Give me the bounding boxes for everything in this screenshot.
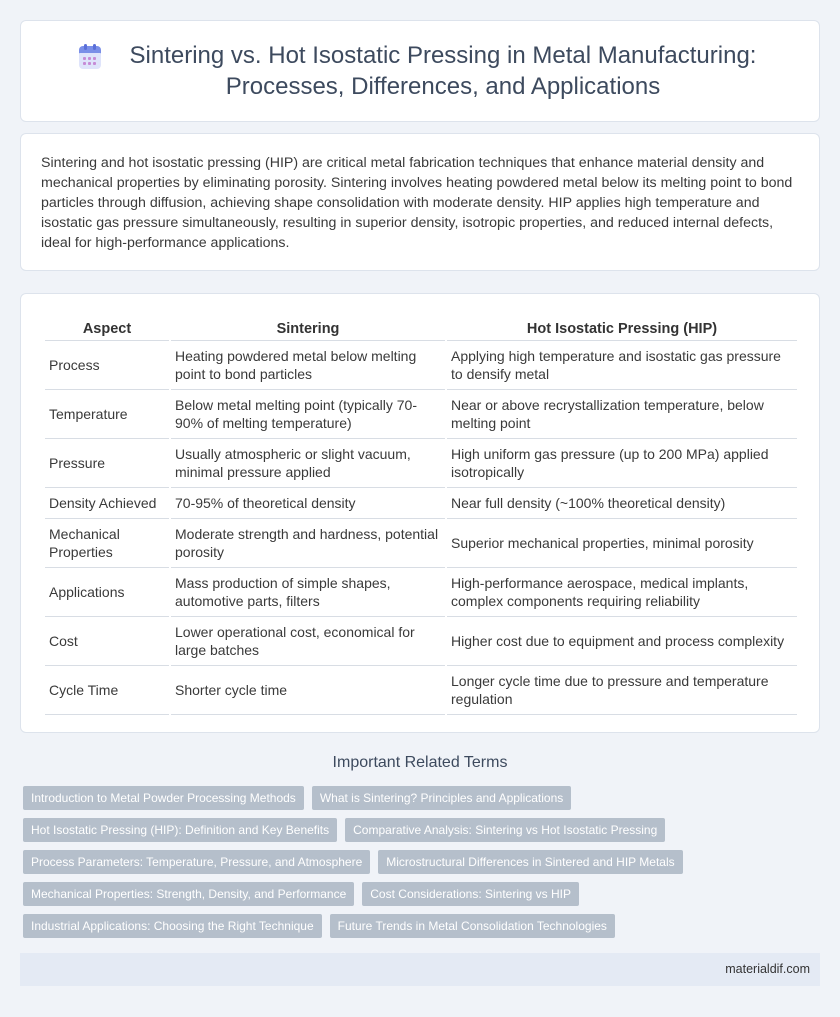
title-card <box>20 20 820 122</box>
table-row <box>45 568 797 617</box>
site-name[interactable]: materialdif.com <box>725 962 810 976</box>
table-row <box>45 439 797 488</box>
cell-sintering: Mass production of simple shapes, automotive parts, filters <box>171 568 445 617</box>
cell-aspect: Mechanical Properties <box>45 519 169 568</box>
related-term-link[interactable]: Hot Isostatic Pressing (HIP): Definition and Key Benefits <box>23 818 337 842</box>
cell-hip: Superior mechanical properties, minimal porosity <box>447 519 797 568</box>
related-term-link[interactable]: Cost Considerations: Sintering vs HIP <box>362 882 579 906</box>
related-term-link[interactable]: Microstructural Differences in Sintered and HIP Metals <box>378 850 682 874</box>
term-row <box>23 786 823 810</box>
cell-sintering: Shorter cycle time <box>171 666 445 715</box>
cell-aspect: Temperature <box>45 390 169 439</box>
table-row <box>45 488 797 519</box>
header-sintering: Sintering <box>171 314 445 341</box>
table-row <box>45 341 797 390</box>
cell-hip: High-performance aerospace, medical implants, complex components requiring reliability <box>447 568 797 617</box>
cell-sintering: Lower operational cost, economical for large batches <box>171 617 445 666</box>
cell-hip: Longer cycle time due to pressure and temperature regulation <box>447 666 797 715</box>
cell-hip: High uniform gas pressure (up to 200 MPa) applied isotropically <box>447 439 797 488</box>
comparison-card <box>20 293 820 733</box>
cell-hip: Applying high temperature and isostatic gas pressure to densify metal <box>447 341 797 390</box>
related-term-link[interactable]: Mechanical Properties: Strength, Density, and Performance <box>23 882 354 906</box>
cell-sintering: Moderate strength and hardness, potential porosity <box>171 519 445 568</box>
cell-aspect: Pressure <box>45 439 169 488</box>
cell-sintering: Below metal melting point (typically 70-90% of melting temperature) <box>171 390 445 439</box>
term-row <box>23 914 823 938</box>
related-term-link[interactable]: Process Parameters: Temperature, Pressure, and Atmosphere <box>23 850 370 874</box>
cell-sintering: 70-95% of theoretical density <box>171 488 445 519</box>
table-header-row <box>45 314 797 341</box>
table-row <box>45 666 797 715</box>
cell-sintering: Usually atmospheric or slight vacuum, minimal pressure applied <box>171 439 445 488</box>
related-terms-heading: Important Related Terms <box>332 754 508 771</box>
header-aspect: Aspect <box>45 314 169 341</box>
related-term-link[interactable]: Introduction to Metal Powder Processing Methods <box>23 786 304 810</box>
related-term-link[interactable]: Industrial Applications: Choosing the Right Technique <box>23 914 322 938</box>
related-term-link[interactable]: Comparative Analysis: Sintering vs Hot Isostatic Pressing <box>345 818 665 842</box>
cell-aspect: Density Achieved <box>45 488 169 519</box>
table-row <box>45 617 797 666</box>
term-row <box>23 818 823 842</box>
comparison-table <box>43 314 799 715</box>
cell-hip: Near or above recrystallization temperature, below melting point <box>447 390 797 439</box>
cell-hip: Higher cost due to equipment and process complexity <box>447 617 797 666</box>
term-row <box>23 850 823 874</box>
table-row <box>45 519 797 568</box>
cell-aspect: Process <box>45 341 169 390</box>
related-term-link[interactable]: What is Sintering? Principles and Applications <box>312 786 571 810</box>
calendar-icon <box>77 44 103 70</box>
related-term-link[interactable]: Future Trends in Metal Consolidation Technologies <box>330 914 615 938</box>
related-terms <box>23 786 823 946</box>
footer <box>20 953 820 986</box>
term-row <box>23 882 823 906</box>
cell-hip: Near full density (~100% theoretical density) <box>447 488 797 519</box>
cell-aspect: Cost <box>45 617 169 666</box>
intro-card <box>20 133 820 271</box>
intro-paragraph: Sintering and hot isostatic pressing (HIP) are critical metal fabrication techniques that enhance material density and mechanical properties by eliminating porosity. Sintering involves heating powdered metal below its melting point to bond particles through diffusion, achieving shape consolidation with moderate density. HIP applies high temperature and isostatic gas pressure simultaneously, resulting in superior density, isotropic properties, and reduced internal defects, ideal for high-performance applications. <box>41 155 793 251</box>
table-row <box>45 390 797 439</box>
header-hip: Hot Isostatic Pressing (HIP) <box>447 314 797 341</box>
cell-aspect: Cycle Time <box>45 666 169 715</box>
cell-aspect: Applications <box>45 568 169 617</box>
cell-sintering: Heating powdered metal below melting point to bond particles <box>171 341 445 390</box>
page-title: Sintering vs. Hot Isostatic Pressing in Metal Manufacturing: Processes, Differences, and Applications <box>129 42 757 100</box>
